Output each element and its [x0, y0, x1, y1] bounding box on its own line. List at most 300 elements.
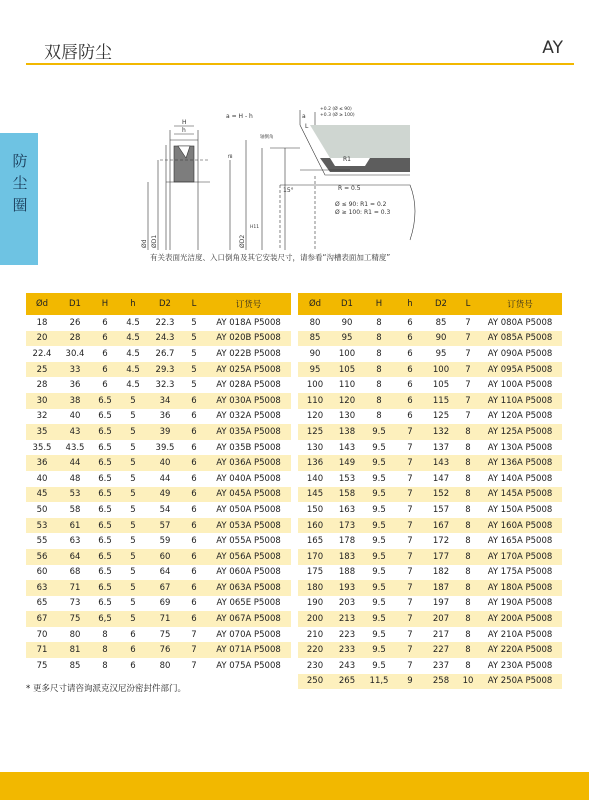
table-row: [26, 627, 291, 643]
cell-d1: 95: [332, 331, 362, 347]
cell-d2: 197: [432, 598, 450, 609]
cell-d: 55: [36, 536, 48, 547]
cell-order-no: AY 250A P5008: [478, 674, 562, 690]
cell-h: 7: [396, 642, 424, 658]
cell-order-no: AY 110A P5008: [478, 393, 562, 409]
cell-d1: 71: [58, 580, 92, 596]
cell-d1: 38: [58, 393, 92, 409]
cell-d: 145: [298, 487, 332, 503]
cell-d2: 95: [435, 348, 447, 359]
label-cond1: Ø ≤ 90: R1 = 0.2: [335, 201, 387, 208]
spec-table-left-body: [26, 315, 291, 674]
cell-d1: 138: [332, 424, 362, 440]
cell-d2: 152: [424, 487, 458, 503]
cell-d1: 188: [338, 567, 356, 578]
cell-d1: 243: [338, 660, 356, 671]
cell-d: 35.5: [32, 442, 52, 453]
cell-d2: 34: [148, 393, 182, 409]
cell-l: 8: [465, 536, 471, 547]
cell-d: 220: [298, 642, 332, 658]
label-tol2: +0.3 (Ø ≥ 100): [320, 113, 355, 118]
cell-order-no: AY 035B P5008: [216, 442, 281, 453]
cell-h-upper: 9.5: [362, 611, 396, 627]
cell-h: 5: [118, 580, 148, 596]
cell-h-upper: 8: [376, 317, 382, 328]
cell-h-upper: 6: [102, 348, 108, 359]
cell-h-upper: 9.5: [372, 629, 386, 640]
table-row: [298, 580, 562, 596]
table-row: [26, 642, 291, 658]
cell-order-no: AY 095A P5008: [478, 362, 562, 378]
cell-l: 6: [182, 549, 206, 565]
cell-l: 7: [458, 393, 478, 409]
label-d: Ød: [141, 239, 148, 248]
cell-l: 6: [182, 487, 206, 503]
table-row: [26, 549, 291, 565]
cell-h-upper: 9.5: [362, 487, 396, 503]
cell-h: 4.5: [126, 380, 140, 391]
table-row: [298, 315, 562, 331]
cell-h-upper: 6.5: [92, 549, 118, 565]
cell-l: 7: [191, 629, 197, 640]
cell-h: 7: [407, 598, 413, 609]
table-row: [298, 424, 562, 440]
cell-d: 30: [26, 393, 58, 409]
table-row: [26, 440, 291, 456]
cell-l: 7: [465, 411, 471, 422]
cell-l: 7: [465, 348, 471, 359]
table-row: [26, 315, 291, 331]
cell-h-upper: 9.5: [362, 455, 396, 471]
table-header-row: [26, 293, 291, 315]
cell-d1: 90: [341, 317, 353, 328]
cell-d2: 85: [435, 317, 447, 328]
cell-l: 6: [191, 473, 197, 484]
cell-d1: 80: [69, 629, 81, 640]
label-angle: 15°: [283, 187, 294, 194]
cell-h-upper: 9.5: [372, 442, 386, 453]
cell-l: 7: [465, 380, 471, 391]
cell-order-no: AY 067A P5008: [206, 611, 291, 627]
cell-h: 5: [118, 549, 148, 565]
table-row: [298, 502, 562, 518]
cell-d: 170: [298, 549, 332, 565]
cell-h: 7: [407, 473, 413, 484]
cell-d: 136: [298, 455, 332, 471]
cell-order-no: AY 071A P5008: [206, 642, 291, 658]
cell-d: 230: [306, 660, 324, 671]
cell-d: 53: [26, 518, 58, 534]
label-chamfer: 轴倒角: [260, 135, 274, 140]
cell-h: 6: [396, 393, 424, 409]
cell-l: 8: [458, 580, 478, 596]
cell-d: 200: [298, 611, 332, 627]
cell-h-upper: 6: [102, 380, 108, 391]
cell-order-no: AY 175A P5008: [487, 567, 553, 578]
cell-h: 5: [130, 473, 136, 484]
cell-l: 6: [191, 536, 197, 547]
cell-order-no: AY 145A P5008: [478, 487, 562, 503]
cell-h-upper: 8: [376, 411, 382, 422]
cell-h-upper: 8: [376, 348, 382, 359]
header-divider: [26, 63, 574, 65]
cell-d1: 73: [69, 598, 81, 609]
cell-h-upper: 6.5: [98, 567, 112, 578]
cell-d1: 85: [69, 660, 81, 671]
cell-d2: 207: [424, 611, 458, 627]
table-row: [298, 611, 562, 627]
cell-d: 35: [26, 424, 58, 440]
cell-d2: 132: [424, 424, 458, 440]
cell-order-no: AY 120A P5008: [487, 411, 553, 422]
cell-h-upper: 8: [362, 331, 396, 347]
cell-order-no: AY 150A P5008: [487, 504, 553, 515]
cell-l: 5: [191, 380, 197, 391]
cell-order-no: AY 030A P5008: [206, 393, 291, 409]
cell-d1: 223: [338, 629, 356, 640]
table-row: [26, 424, 291, 440]
cell-d1: 33: [58, 362, 92, 378]
label-tol1: +0.2 (Ø ≤ 90): [320, 107, 352, 112]
cell-h-upper: 9.5: [362, 518, 396, 534]
cell-d2: 227: [424, 642, 458, 658]
cell-order-no: AY 210A P5008: [487, 629, 553, 640]
cell-h: 7: [407, 442, 413, 453]
cell-h: 4.5: [126, 317, 140, 328]
cell-d2: 40: [148, 455, 182, 471]
cell-h-upper: 6.5: [98, 536, 112, 547]
cell-h: 7: [396, 518, 424, 534]
cell-h-upper: 6.5: [92, 487, 118, 503]
cell-h: 7: [396, 549, 424, 565]
cell-h-upper: 6.5: [92, 393, 118, 409]
table-row: [26, 533, 291, 549]
cell-h-upper: 6.5: [98, 598, 112, 609]
cell-order-no: AY 230A P5008: [487, 660, 553, 671]
table-row: [298, 533, 562, 549]
cell-d1: 53: [58, 487, 92, 503]
label-H: H: [182, 119, 187, 126]
table-row: [298, 440, 562, 456]
cell-d: 90: [309, 348, 321, 359]
table-row: [298, 455, 562, 471]
table-row: [298, 331, 562, 347]
cell-h-upper: 9.5: [372, 504, 386, 515]
cell-h-upper: 8: [362, 362, 396, 378]
cell-h: 4.5: [118, 331, 148, 347]
cell-d: 20: [26, 331, 58, 347]
cell-d1: 36: [69, 380, 81, 391]
cell-h: 7: [396, 611, 424, 627]
cell-d: 210: [306, 629, 324, 640]
cell-order-no: AY 056A P5008: [206, 549, 291, 565]
cell-d2: 57: [148, 518, 182, 534]
cell-d2: 22.3: [155, 317, 175, 328]
cell-order-no: AY 060A P5008: [216, 567, 281, 578]
cell-l: 8: [465, 473, 471, 484]
cell-d2: 182: [432, 567, 450, 578]
table-row: [298, 642, 562, 658]
table-row: [26, 611, 291, 627]
cell-l: 8: [458, 611, 478, 627]
cell-order-no: AY 070A P5008: [216, 629, 281, 640]
cell-d: 22.4: [32, 348, 52, 359]
cell-d: 28: [36, 380, 48, 391]
label-cond2: Ø ≥ 100: R1 = 0.3: [335, 209, 391, 216]
cell-d2: 137: [432, 442, 450, 453]
cell-d1: 75: [58, 611, 92, 627]
cell-l: 6: [182, 393, 206, 409]
table-row: [26, 518, 291, 534]
cell-h-upper: 9.5: [372, 567, 386, 578]
table-row: [26, 471, 291, 487]
cell-d2: 90: [424, 331, 458, 347]
cell-order-no: AY 036A P5008: [206, 455, 291, 471]
cell-l: 5: [191, 317, 197, 328]
cell-d2: 69: [159, 598, 171, 609]
cell-d2: 167: [424, 518, 458, 534]
cell-h-upper: 9.5: [362, 549, 396, 565]
cell-order-no: AY 180A P5008: [478, 580, 562, 596]
cell-order-no: AY 065E P5008: [216, 598, 281, 609]
cell-h-upper: 6.5: [98, 504, 112, 515]
cell-l: 8: [465, 660, 471, 671]
cell-l: 8: [465, 442, 471, 453]
cell-h-upper: 9.5: [362, 642, 396, 658]
table-row: [298, 393, 562, 409]
cell-h: 7: [396, 580, 424, 596]
table-row: [298, 346, 562, 362]
cell-d2: 75: [159, 629, 171, 640]
table-row: [26, 596, 291, 612]
cell-d: 180: [298, 580, 332, 596]
cell-d2: 217: [432, 629, 450, 640]
cell-l: 6: [191, 411, 197, 422]
cell-h-upper: 6.5: [92, 580, 118, 596]
cell-d: 85: [298, 331, 332, 347]
cell-order-no: AY 090A P5008: [487, 348, 553, 359]
cell-d1: 163: [338, 504, 356, 515]
col-header-order-no: 订货号: [478, 293, 562, 315]
label-L: L: [305, 123, 309, 130]
cell-d: 63: [26, 580, 58, 596]
cell-d1: 43: [58, 424, 92, 440]
cell-d2: 29.3: [148, 362, 182, 378]
cell-d1: 81: [58, 642, 92, 658]
cell-h: 6: [407, 348, 413, 359]
cell-h: 5: [118, 455, 148, 471]
cell-order-no: AY 018A P5008: [216, 317, 281, 328]
cell-d1: 63: [69, 536, 81, 547]
cell-h-upper: 9.5: [362, 580, 396, 596]
cell-d: 140: [306, 473, 324, 484]
cell-order-no: AY 165A P5008: [487, 536, 553, 547]
cell-order-no: AY 140A P5008: [487, 473, 553, 484]
cell-d: 18: [36, 317, 48, 328]
cell-order-no: AY 190A P5008: [487, 598, 553, 609]
label-fit-d: f8: [228, 155, 233, 160]
cell-l: 7: [191, 660, 197, 671]
cell-h: 5: [118, 518, 148, 534]
cell-l: 7: [458, 362, 478, 378]
cell-d1: 203: [338, 598, 356, 609]
installation-drawing: [130, 100, 430, 250]
cell-d: 71: [26, 642, 58, 658]
cell-h-upper: 8: [92, 642, 118, 658]
cell-order-no: AY 170A P5008: [478, 549, 562, 565]
cell-d: 50: [36, 504, 48, 515]
cell-l: 8: [465, 567, 471, 578]
cell-d: 130: [306, 442, 324, 453]
cell-l: 6: [191, 598, 197, 609]
cell-h: 7: [396, 487, 424, 503]
cell-h: 6: [407, 411, 413, 422]
cell-d2: 115: [424, 393, 458, 409]
col-header-h: h: [118, 293, 148, 315]
cell-d: 175: [306, 567, 324, 578]
cell-d1: 173: [332, 518, 362, 534]
table-row: [298, 487, 562, 503]
drawing-caption: 有关表面光洁度、入口倒角及其它安装尺寸，请参看“沟槽表面加工精度”: [150, 253, 391, 262]
cell-order-no: AY 045A P5008: [206, 487, 291, 503]
table-row: [298, 377, 562, 393]
cell-d1: 213: [332, 611, 362, 627]
cell-l: 6: [182, 424, 206, 440]
cell-d1: 193: [332, 580, 362, 596]
label-R: R = 0.5: [338, 185, 361, 192]
cell-d1: 105: [332, 362, 362, 378]
cell-d: 250: [298, 674, 332, 690]
cell-h: 5: [130, 598, 136, 609]
cell-d2: 125: [432, 411, 450, 422]
cell-d: 67: [26, 611, 58, 627]
cell-l: 8: [458, 549, 478, 565]
cell-h: 7: [407, 629, 413, 640]
col-header-l: L: [182, 293, 206, 315]
cell-h: 5: [130, 442, 136, 453]
cell-d2: 71: [148, 611, 182, 627]
cell-h-upper: 11,5: [362, 674, 396, 690]
cell-h: 4.5: [126, 348, 140, 359]
table-row: [298, 627, 562, 643]
cell-d2: 60: [148, 549, 182, 565]
cell-d2: 76: [148, 642, 182, 658]
cell-l: 8: [458, 642, 478, 658]
cell-order-no: AY 035A P5008: [206, 424, 291, 440]
cell-l: 8: [465, 598, 471, 609]
table-row: [26, 331, 291, 347]
col-header-h-upper: H: [362, 293, 396, 315]
cell-d: 56: [26, 549, 58, 565]
cell-h-upper: 8: [102, 660, 108, 671]
cell-l: 5: [191, 348, 197, 359]
cell-d2: 44: [159, 473, 171, 484]
cell-h-upper: 8: [376, 380, 382, 391]
cell-h-upper: 9.5: [362, 424, 396, 440]
cell-d1: 110: [338, 380, 356, 391]
col-header-d: Ød: [26, 293, 58, 315]
cell-h-upper: 9.5: [372, 598, 386, 609]
cell-d: 36: [26, 455, 58, 471]
label-h: h: [182, 127, 186, 134]
cell-h-upper: 6: [92, 362, 118, 378]
cell-h: 5: [130, 411, 136, 422]
cell-l: 6: [182, 611, 206, 627]
col-header-d: Ød: [298, 293, 332, 315]
cell-h: 9: [396, 674, 424, 690]
cell-h: 6: [407, 317, 413, 328]
col-header-h-upper: H: [92, 293, 118, 315]
cell-order-no: AY 025A P5008: [206, 362, 291, 378]
cell-order-no: AY 020B P5008: [206, 331, 291, 347]
cell-d: 75: [36, 660, 48, 671]
cell-d: 110: [298, 393, 332, 409]
cell-l: 7: [182, 642, 206, 658]
cell-order-no: AY 055A P5008: [216, 536, 281, 547]
col-header-d2: D2: [148, 293, 182, 315]
cell-d1: 233: [332, 642, 362, 658]
cell-l: 6: [182, 518, 206, 534]
cell-d1: 40: [69, 411, 81, 422]
cell-order-no: AY 136A P5008: [478, 455, 562, 471]
cell-h: 5: [130, 536, 136, 547]
cell-h: 5: [118, 393, 148, 409]
cell-d1: 61: [58, 518, 92, 534]
cell-h-upper: 8: [102, 629, 108, 640]
cell-d1: 158: [332, 487, 362, 503]
cell-d2: 59: [159, 536, 171, 547]
table-row: [298, 471, 562, 487]
side-tab-char: 圈: [12, 196, 28, 214]
cell-d2: 36: [159, 411, 171, 422]
cell-l: 5: [182, 331, 206, 347]
cell-d2: 147: [432, 473, 450, 484]
col-header-d2: D2: [424, 293, 458, 315]
footer-bar: [0, 772, 589, 800]
col-header-h: h: [396, 293, 424, 315]
cell-h: 7: [396, 455, 424, 471]
cell-h: 7: [407, 536, 413, 547]
page-title: 双唇防尘: [44, 43, 112, 63]
cell-order-no: AY 028A P5008: [216, 380, 281, 391]
cell-order-no: AY 160A P5008: [478, 518, 562, 534]
cell-d1: 153: [338, 473, 356, 484]
cell-order-no: AY 100A P5008: [487, 380, 553, 391]
cell-d2: 39.5: [155, 442, 175, 453]
cell-d2: 157: [432, 504, 450, 515]
cell-h-upper: 6.5: [98, 442, 112, 453]
cell-l: 8: [458, 487, 478, 503]
cell-h: 5: [118, 487, 148, 503]
cell-d2: 105: [432, 380, 450, 391]
cell-h: 5: [118, 611, 148, 627]
cell-h-upper: 6: [102, 317, 108, 328]
cell-l: 8: [458, 424, 478, 440]
cell-d2: 32.3: [155, 380, 175, 391]
cell-order-no: AY 053A P5008: [206, 518, 291, 534]
cell-d: 60: [36, 567, 48, 578]
cell-l: 6: [191, 567, 197, 578]
spec-table-right: [298, 293, 562, 689]
cell-l: 7: [465, 317, 471, 328]
side-tab-char: 防: [12, 152, 28, 170]
cell-l: 8: [465, 504, 471, 515]
cell-order-no: AY 040A P5008: [216, 473, 281, 484]
table-row: [26, 502, 291, 518]
cell-d2: 80: [159, 660, 171, 671]
cell-l: 7: [458, 331, 478, 347]
table-row: [26, 362, 291, 378]
